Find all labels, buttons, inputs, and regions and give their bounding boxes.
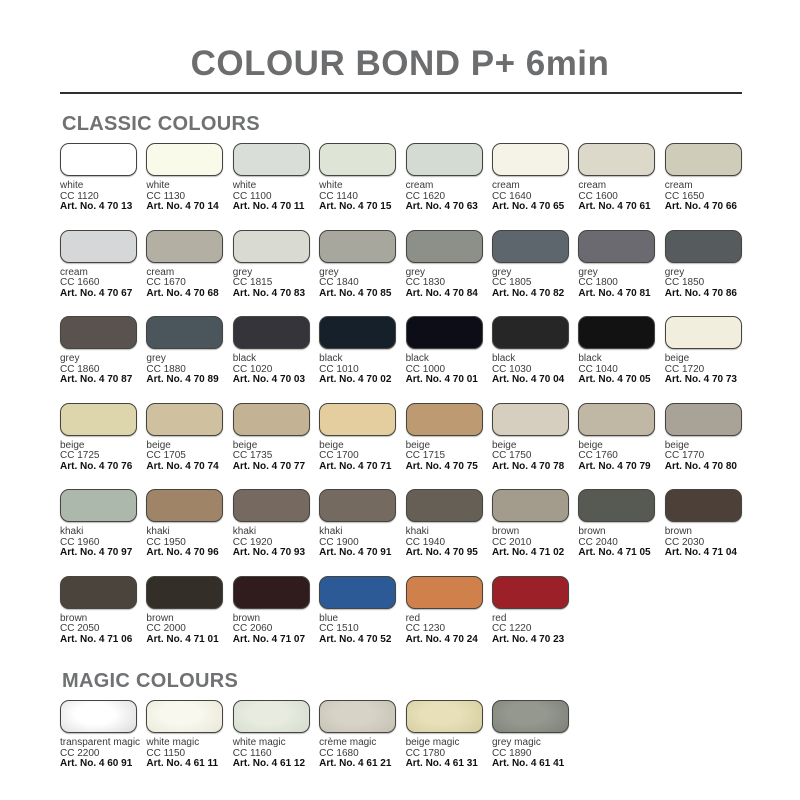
- article-number-label: Art. No. 4 70 03: [232, 374, 306, 385]
- colour-name-label: crème magic: [319, 737, 377, 748]
- swatch-cell: [665, 316, 751, 386]
- swatch-cell: [233, 230, 319, 300]
- color-chip: [60, 489, 137, 522]
- article-number-label: Art. No. 4 61 11: [146, 758, 219, 769]
- color-chip: [146, 576, 223, 609]
- article-number-label: Art. No. 4 70 23: [491, 633, 565, 645]
- color-chip: [492, 489, 569, 522]
- article-number-label: Art. No. 4 61 41: [491, 758, 565, 769]
- color-chip: [60, 143, 137, 176]
- colour-code-label: CC 1850: [664, 277, 705, 288]
- swatch-cell: [665, 403, 751, 473]
- swatch-cell: [492, 489, 578, 559]
- colour-code-label: CC 1860: [60, 363, 100, 375]
- colour-code-label: CC 1735: [232, 450, 273, 461]
- color-chip: [233, 230, 310, 263]
- colour-code-label: CC 1890: [491, 747, 532, 759]
- swatch-cell: [146, 489, 232, 559]
- color-chip: [665, 230, 742, 263]
- colour-name-label: beige: [664, 353, 690, 364]
- colour-code-label: CC 2000: [146, 623, 186, 634]
- article-number-label: Art. No. 4 70 52: [319, 633, 392, 645]
- colour-code-label: CC 1010: [319, 363, 359, 375]
- classic-colours-grid: [60, 143, 800, 645]
- colour-code-label: CC 1950: [146, 536, 186, 548]
- swatch-cell: [319, 489, 405, 559]
- colour-code-label: CC 2200: [60, 747, 100, 759]
- colour-code-label: CC 2060: [232, 623, 273, 634]
- title-divider: [60, 92, 742, 94]
- colour-code-label: CC 1715: [405, 450, 446, 461]
- colour-code-label: CC 1800: [578, 277, 618, 288]
- colour-name-label: blue: [319, 612, 339, 624]
- color-chip: [578, 230, 655, 263]
- colour-code-label: CC 1030: [491, 363, 532, 375]
- swatch-cell: [578, 403, 664, 473]
- swatch-cell: [60, 403, 146, 473]
- colour-name-label: white magic: [232, 737, 286, 748]
- swatch-cell: [319, 403, 405, 473]
- colour-name-label: grey: [232, 266, 253, 278]
- colour-name-label: grey: [60, 353, 80, 364]
- article-number-label: Art. No. 4 70 14: [146, 201, 219, 212]
- color-chip: [233, 700, 310, 733]
- colour-code-label: CC 1140: [319, 190, 358, 202]
- colour-code-label: CC 2010: [491, 536, 532, 548]
- color-chip: [578, 143, 655, 176]
- colour-code-label: CC 1880: [146, 363, 186, 375]
- article-number-label: Art. No. 4 70 11: [232, 201, 305, 212]
- color-chip: [233, 489, 310, 522]
- color-chip: [406, 576, 483, 609]
- article-number-label: Art. No. 4 71 06: [60, 633, 133, 645]
- colour-code-label: CC 1130: [146, 190, 186, 202]
- colour-code-label: CC 1720: [664, 363, 705, 375]
- section-heading-classic: CLASSIC COLOURS: [62, 113, 260, 135]
- swatch-cell: [60, 143, 146, 213]
- swatch-cell: [146, 143, 232, 213]
- swatch-cell: [665, 489, 751, 559]
- swatch-cell: [233, 403, 319, 473]
- colour-code-label: CC 1900: [319, 536, 359, 548]
- colour-code-label: CC 1780: [405, 747, 446, 759]
- colour-code-label: CC 1660: [60, 277, 100, 288]
- article-number-label: Art. No. 4 70 02: [319, 374, 392, 385]
- colour-name-label: black: [578, 353, 602, 364]
- colour-name-label: beige: [319, 439, 344, 451]
- color-chip: [233, 576, 310, 609]
- colour-code-label: CC 1815: [232, 277, 273, 288]
- swatch-cell: [578, 489, 664, 559]
- color-chip: [492, 576, 569, 609]
- color-chip: [60, 316, 137, 349]
- article-number-label: Art. No. 4 70 78: [491, 460, 565, 472]
- color-chip: [60, 576, 137, 609]
- article-number-label: Art. No. 4 61 21: [319, 758, 392, 769]
- colour-name-label: brown: [578, 526, 606, 537]
- colour-code-label: CC 1640: [491, 190, 532, 202]
- colour-name-label: cream: [146, 266, 175, 278]
- colour-name-label: white: [60, 180, 84, 191]
- swatch-cell: [406, 700, 492, 770]
- swatch-cell: [319, 700, 405, 770]
- article-number-label: Art. No. 4 70 80: [664, 460, 737, 472]
- colour-code-label: CC 1600: [578, 190, 618, 202]
- colour-name-label: beige: [232, 439, 258, 451]
- swatch-cell: [60, 316, 146, 386]
- color-chip: [233, 316, 310, 349]
- swatch-cell: [406, 230, 492, 300]
- colour-name-label: beige: [405, 439, 431, 451]
- colour-name-label: grey: [319, 266, 339, 278]
- article-number-label: Art. No. 4 70 76: [60, 460, 133, 472]
- colour-code-label: CC 1920: [232, 536, 273, 548]
- swatch-cell: [146, 230, 232, 300]
- colour-name-label: brown: [146, 612, 174, 624]
- color-chip: [319, 700, 396, 733]
- article-number-label: Art. No. 4 70 97: [60, 547, 133, 558]
- article-number-label: Art. No. 4 70 24: [405, 633, 478, 645]
- swatch-cell: [492, 700, 578, 770]
- colour-name-label: red: [491, 612, 507, 624]
- colour-name-label: red: [405, 612, 421, 624]
- colour-name-label: khaki: [319, 526, 343, 537]
- article-number-label: Art. No. 4 71 04: [664, 547, 737, 558]
- color-chip: [492, 316, 569, 349]
- article-number-label: Art. No. 4 60 91: [60, 758, 133, 769]
- article-number-label: Art. No. 4 70 67: [60, 287, 133, 299]
- colour-name-label: brown: [491, 526, 520, 537]
- swatch-cell: [406, 316, 492, 386]
- colour-code-label: CC 1160: [232, 747, 272, 759]
- magic-colours-grid: [60, 700, 800, 770]
- color-chip: [406, 403, 483, 436]
- colour-code-label: CC 2030: [664, 536, 705, 548]
- article-number-label: Art. No. 4 70 91: [319, 547, 392, 558]
- article-number-label: Art. No. 4 70 15: [319, 201, 392, 212]
- colour-name-label: brown: [664, 526, 692, 537]
- article-number-label: Art. No. 4 70 75: [405, 460, 478, 472]
- colour-code-label: CC 1940: [405, 536, 446, 548]
- colour-name-label: black: [232, 353, 257, 364]
- swatch-cell: [60, 576, 146, 646]
- article-number-label: Art. No. 4 70 61: [578, 201, 651, 212]
- color-chip: [233, 403, 310, 436]
- article-number-label: Art. No. 4 70 77: [232, 460, 306, 472]
- swatch-cell: [233, 316, 319, 386]
- colour-name-label: grey magic: [491, 737, 541, 748]
- article-number-label: Art. No. 4 70 74: [146, 460, 219, 472]
- swatch-cell: [233, 489, 319, 559]
- color-chip: [146, 143, 223, 176]
- colour-code-label: CC 1040: [578, 363, 618, 375]
- colour-name-label: grey: [664, 266, 685, 278]
- color-chip: [492, 700, 569, 733]
- color-chip: [146, 230, 223, 263]
- colour-code-label: CC 1705: [146, 450, 186, 461]
- color-chip: [406, 700, 483, 733]
- colour-name-label: cream: [405, 180, 434, 191]
- colour-code-label: CC 1020: [232, 363, 273, 375]
- article-number-label: Art. No. 4 71 01: [146, 633, 219, 645]
- article-number-label: Art. No. 4 70 66: [664, 201, 737, 212]
- swatch-cell: [406, 576, 492, 646]
- color-chip: [146, 316, 223, 349]
- colour-name-label: grey: [405, 266, 426, 278]
- colour-name-label: white: [319, 180, 343, 191]
- article-number-label: Art. No. 4 70 81: [578, 287, 651, 299]
- article-number-label: Art. No. 4 70 85: [319, 287, 392, 299]
- colour-name-label: brown: [60, 612, 88, 624]
- color-chip: [665, 316, 742, 349]
- colour-name-label: cream: [60, 266, 88, 278]
- colour-name-label: grey: [578, 266, 598, 278]
- swatch-cell: [146, 576, 232, 646]
- colour-code-label: CC 1960: [60, 536, 100, 548]
- article-number-label: Art. No. 4 70 65: [491, 201, 565, 212]
- color-chip: [146, 403, 223, 436]
- swatch-cell: [492, 230, 578, 300]
- color-chip: [578, 403, 655, 436]
- color-chip: [406, 143, 483, 176]
- swatch-cell: [233, 576, 319, 646]
- swatch-cell: [319, 576, 405, 646]
- colour-name-label: khaki: [232, 526, 257, 537]
- article-number-label: Art. No. 4 70 63: [405, 201, 478, 212]
- colour-name-label: brown: [232, 612, 261, 624]
- colour-name-label: black: [319, 353, 343, 364]
- article-number-label: Art. No. 4 70 95: [405, 547, 478, 558]
- colour-code-label: CC 2050: [60, 623, 100, 634]
- color-chip: [578, 316, 655, 349]
- swatch-cell: [146, 403, 232, 473]
- page-title: COLOUR BOND P+ 6min: [190, 44, 610, 83]
- colour-code-label: CC 1220: [491, 623, 532, 634]
- colour-code-label: CC 1100: [232, 190, 272, 202]
- colour-code-label: CC 1830: [405, 277, 446, 288]
- color-chip: [492, 403, 569, 436]
- color-chip: [406, 489, 483, 522]
- swatch-cell: [406, 489, 492, 559]
- swatch-cell: [146, 316, 232, 386]
- colour-code-label: CC 1760: [578, 450, 618, 461]
- article-number-label: Art. No. 4 70 04: [491, 374, 565, 385]
- swatch-cell: [665, 143, 751, 213]
- colour-code-label: CC 1510: [319, 623, 359, 634]
- color-chip: [319, 403, 396, 436]
- article-number-label: Art. No. 4 70 93: [232, 547, 306, 558]
- colour-name-label: beige: [491, 439, 517, 451]
- color-chip: [319, 316, 396, 349]
- colour-name-label: cream: [491, 180, 520, 191]
- colour-code-label: CC 2040: [578, 536, 618, 548]
- swatch-cell: [319, 316, 405, 386]
- colour-name-label: khaki: [60, 526, 84, 537]
- article-number-label: Art. No. 4 71 02: [491, 547, 565, 558]
- article-number-label: Art. No. 4 70 87: [60, 374, 133, 385]
- colour-name-label: beige: [664, 439, 690, 451]
- colour-code-label: CC 1620: [405, 190, 446, 202]
- swatch-cell: [146, 700, 232, 770]
- colour-code-label: CC 1000: [405, 363, 446, 375]
- colour-code-label: CC 1120: [60, 190, 99, 202]
- article-number-label: Art. No. 4 70 79: [578, 460, 651, 472]
- color-chip: [319, 230, 396, 263]
- colour-name-label: white: [232, 180, 257, 191]
- article-number-label: Art. No. 4 70 05: [578, 374, 651, 385]
- swatch-cell: [319, 143, 405, 213]
- article-number-label: Art. No. 4 70 83: [232, 287, 306, 299]
- colour-name-label: khaki: [146, 526, 170, 537]
- color-chip: [319, 143, 396, 176]
- swatch-cell: [492, 403, 578, 473]
- colour-name-label: white magic: [146, 737, 200, 748]
- color-chip: [60, 230, 137, 263]
- colour-name-label: black: [491, 353, 516, 364]
- swatch-cell: [578, 316, 664, 386]
- colour-name-label: grey: [491, 266, 512, 278]
- color-chip: [578, 489, 655, 522]
- colour-code-label: CC 1230: [405, 623, 446, 634]
- article-number-label: Art. No. 4 70 84: [405, 287, 478, 299]
- color-chip: [665, 143, 742, 176]
- swatch-cell: [233, 700, 319, 770]
- color-chip: [406, 230, 483, 263]
- colour-code-label: CC 1770: [664, 450, 705, 461]
- swatch-cell: [578, 230, 664, 300]
- colour-name-label: transparent magic: [60, 737, 141, 748]
- section-heading-magic: MAGIC COLOURS: [62, 670, 239, 692]
- article-number-label: Art. No. 4 71 05: [578, 547, 651, 558]
- colour-code-label: CC 1680: [319, 747, 359, 759]
- color-chip: [233, 143, 310, 176]
- swatch-cell: [492, 143, 578, 213]
- swatch-cell: [60, 700, 146, 770]
- article-number-label: Art. No. 4 71 07: [232, 633, 306, 645]
- color-chip: [665, 489, 742, 522]
- article-number-label: Art. No. 4 70 89: [146, 374, 219, 385]
- swatch-cell: [578, 143, 664, 213]
- colour-code-label: CC 1840: [319, 277, 359, 288]
- colour-code-label: CC 1805: [491, 277, 532, 288]
- article-number-label: Art. No. 4 70 68: [146, 287, 219, 299]
- swatch-cell: [406, 403, 492, 473]
- swatch-cell: [492, 576, 578, 646]
- colour-code-label: CC 1725: [60, 450, 100, 461]
- article-number-label: Art. No. 4 70 73: [664, 374, 737, 385]
- color-chip: [146, 700, 223, 733]
- article-number-label: Art. No. 4 70 96: [146, 547, 219, 558]
- color-chip: [492, 230, 569, 263]
- article-number-label: Art. No. 4 70 86: [664, 287, 737, 299]
- colour-code-label: CC 1150: [146, 747, 186, 759]
- swatch-cell: [319, 230, 405, 300]
- colour-code-label: CC 1670: [146, 277, 186, 288]
- article-number-label: Art. No. 4 61 12: [232, 758, 306, 769]
- colour-name-label: beige magic: [405, 737, 460, 748]
- article-number-label: Art. No. 4 61 31: [405, 758, 478, 769]
- swatch-cell: [406, 143, 492, 213]
- color-chip: [492, 143, 569, 176]
- colour-code-label: CC 1750: [491, 450, 532, 461]
- color-chip: [146, 489, 223, 522]
- swatch-cell: [60, 230, 146, 300]
- colour-name-label: white: [146, 180, 170, 191]
- swatch-cell: [60, 489, 146, 559]
- article-number-label: Art. No. 4 70 82: [491, 287, 565, 299]
- color-chip: [319, 489, 396, 522]
- color-chip: [665, 403, 742, 436]
- colour-name-label: beige: [146, 439, 171, 451]
- colour-name-label: khaki: [405, 526, 429, 537]
- color-chip: [319, 576, 396, 609]
- colour-name-label: grey: [146, 353, 166, 364]
- colour-code-label: CC 1650: [664, 190, 705, 202]
- color-chip: [60, 403, 137, 436]
- swatch-cell: [233, 143, 319, 213]
- article-number-label: Art. No. 4 70 01: [405, 374, 478, 385]
- colour-name-label: black: [405, 353, 429, 364]
- article-number-label: Art. No. 4 70 71: [319, 460, 392, 472]
- colour-name-label: cream: [578, 180, 607, 191]
- colour-name-label: beige: [60, 439, 85, 451]
- article-number-label: Art. No. 4 70 13: [60, 201, 133, 212]
- color-chip: [60, 700, 137, 733]
- colour-code-label: CC 1700: [319, 450, 359, 461]
- colour-name-label: cream: [664, 180, 693, 191]
- colour-name-label: beige: [578, 439, 603, 451]
- swatch-cell: [492, 316, 578, 386]
- color-chip: [406, 316, 483, 349]
- swatch-cell: [665, 230, 751, 300]
